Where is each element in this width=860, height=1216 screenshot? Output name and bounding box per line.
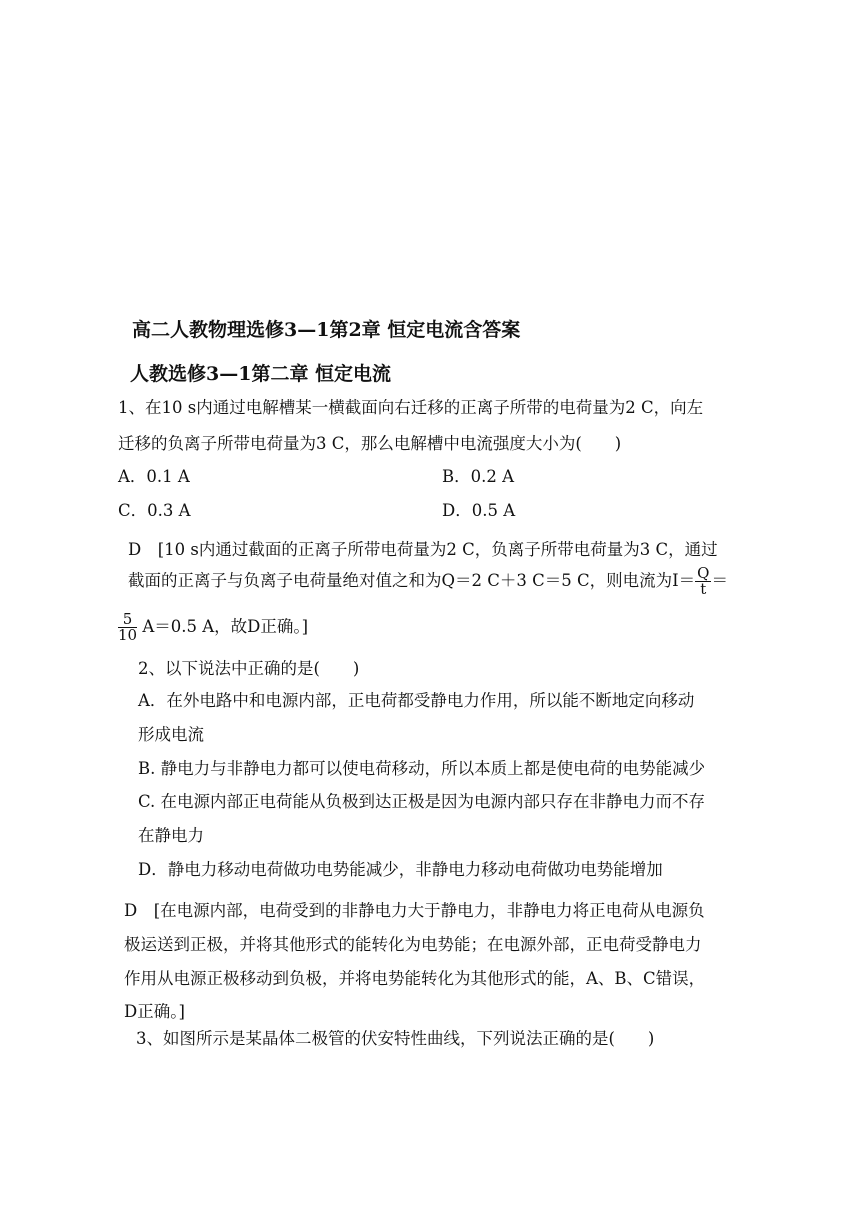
q2-answer-line3: 作用从电源正极移动到负极，并将电势能转化为其他形式的能，A、B、C错误， (124, 969, 706, 988)
q2-option-d: D．静电力移动电荷做功电势能减少，非静电力移动电荷做功电势能增加 (138, 860, 663, 879)
q1-fraction-5-over-10 (118, 612, 137, 643)
fraction-denominator: t (700, 580, 707, 598)
q1-answer-line3 (118, 612, 308, 643)
document-subtitle: 人教选修3—1第二章 恒定电流 (130, 363, 392, 385)
q2-option-a-line2: 形成电流 (138, 725, 204, 744)
q2-answer-line2: 极运送到正极，并将其他形式的能转化为电势能；在电源外部，正电荷受静电力 (124, 935, 702, 954)
q2-stem: 2、以下说法中正确的是( ) (138, 659, 360, 678)
q1-answer-line2-end: ＝ (711, 571, 728, 590)
q1-option-c: C．0.3 A (118, 501, 191, 520)
q3-stem: 3、如图所示是某晶体二极管的伏安特性曲线，下列说法正确的是( ) (136, 1029, 655, 1048)
q2-option-c-line2: 在静电力 (138, 826, 204, 845)
q2-option-a-line1: A．在外电路中和电源内部，正电荷都受静电力作用，所以能不断地定向移动 (138, 691, 695, 710)
q2-answer-line4: D正确。] (124, 1002, 185, 1021)
fraction-numerator: 5 (118, 612, 137, 628)
fraction-denominator: 10 (118, 626, 138, 644)
fraction-numerator: Q (697, 564, 710, 582)
q1-stem-line2: 迁移的负离子所带电荷量为3 C，那么电解槽中电流强度大小为( ) (118, 434, 622, 453)
q1-option-d: D．0.5 A (442, 501, 516, 520)
document-title: 高二人教物理选修3—1第2章 恒定电流含答案 (132, 319, 521, 341)
q2-option-b: B. 静电力与非静电力都可以使电荷移动，所以本质上都是使电荷的电势能减少 (138, 759, 706, 778)
q1-answer-line3-text: A＝0.5 A，故D正确。] (137, 617, 309, 636)
q1-fraction-q-over-t (695, 566, 711, 597)
q1-option-a: A．0.1 A (118, 467, 190, 486)
q2-option-c-line1: C. 在电源内部正电荷能从负极到达正极是因为电源内部只存在非静电力而不存 (138, 792, 706, 811)
q1-answer-line1: D [10 s内通过截面的正离子所带电荷量为2 C，负离子所带电荷量为3 C，通过 (128, 540, 718, 559)
q1-answer-line2 (128, 566, 728, 597)
q2-answer-line1: D [在电源内部，电荷受到的非静电力大于静电力，非静电力将正电荷从电源负 (124, 901, 705, 920)
q1-stem-line1: 1、在10 s内通过电解槽某一横截面向右迁移的正离子所带的电荷量为2 C，向左 (118, 398, 704, 417)
q1-option-b: B．0.2 A (442, 467, 515, 486)
q1-answer-line2-text: 截面的正离子与负离子电荷量绝对值之和为Q＝2 C＋3 C＝5 C，则电流为I＝ (128, 571, 696, 590)
